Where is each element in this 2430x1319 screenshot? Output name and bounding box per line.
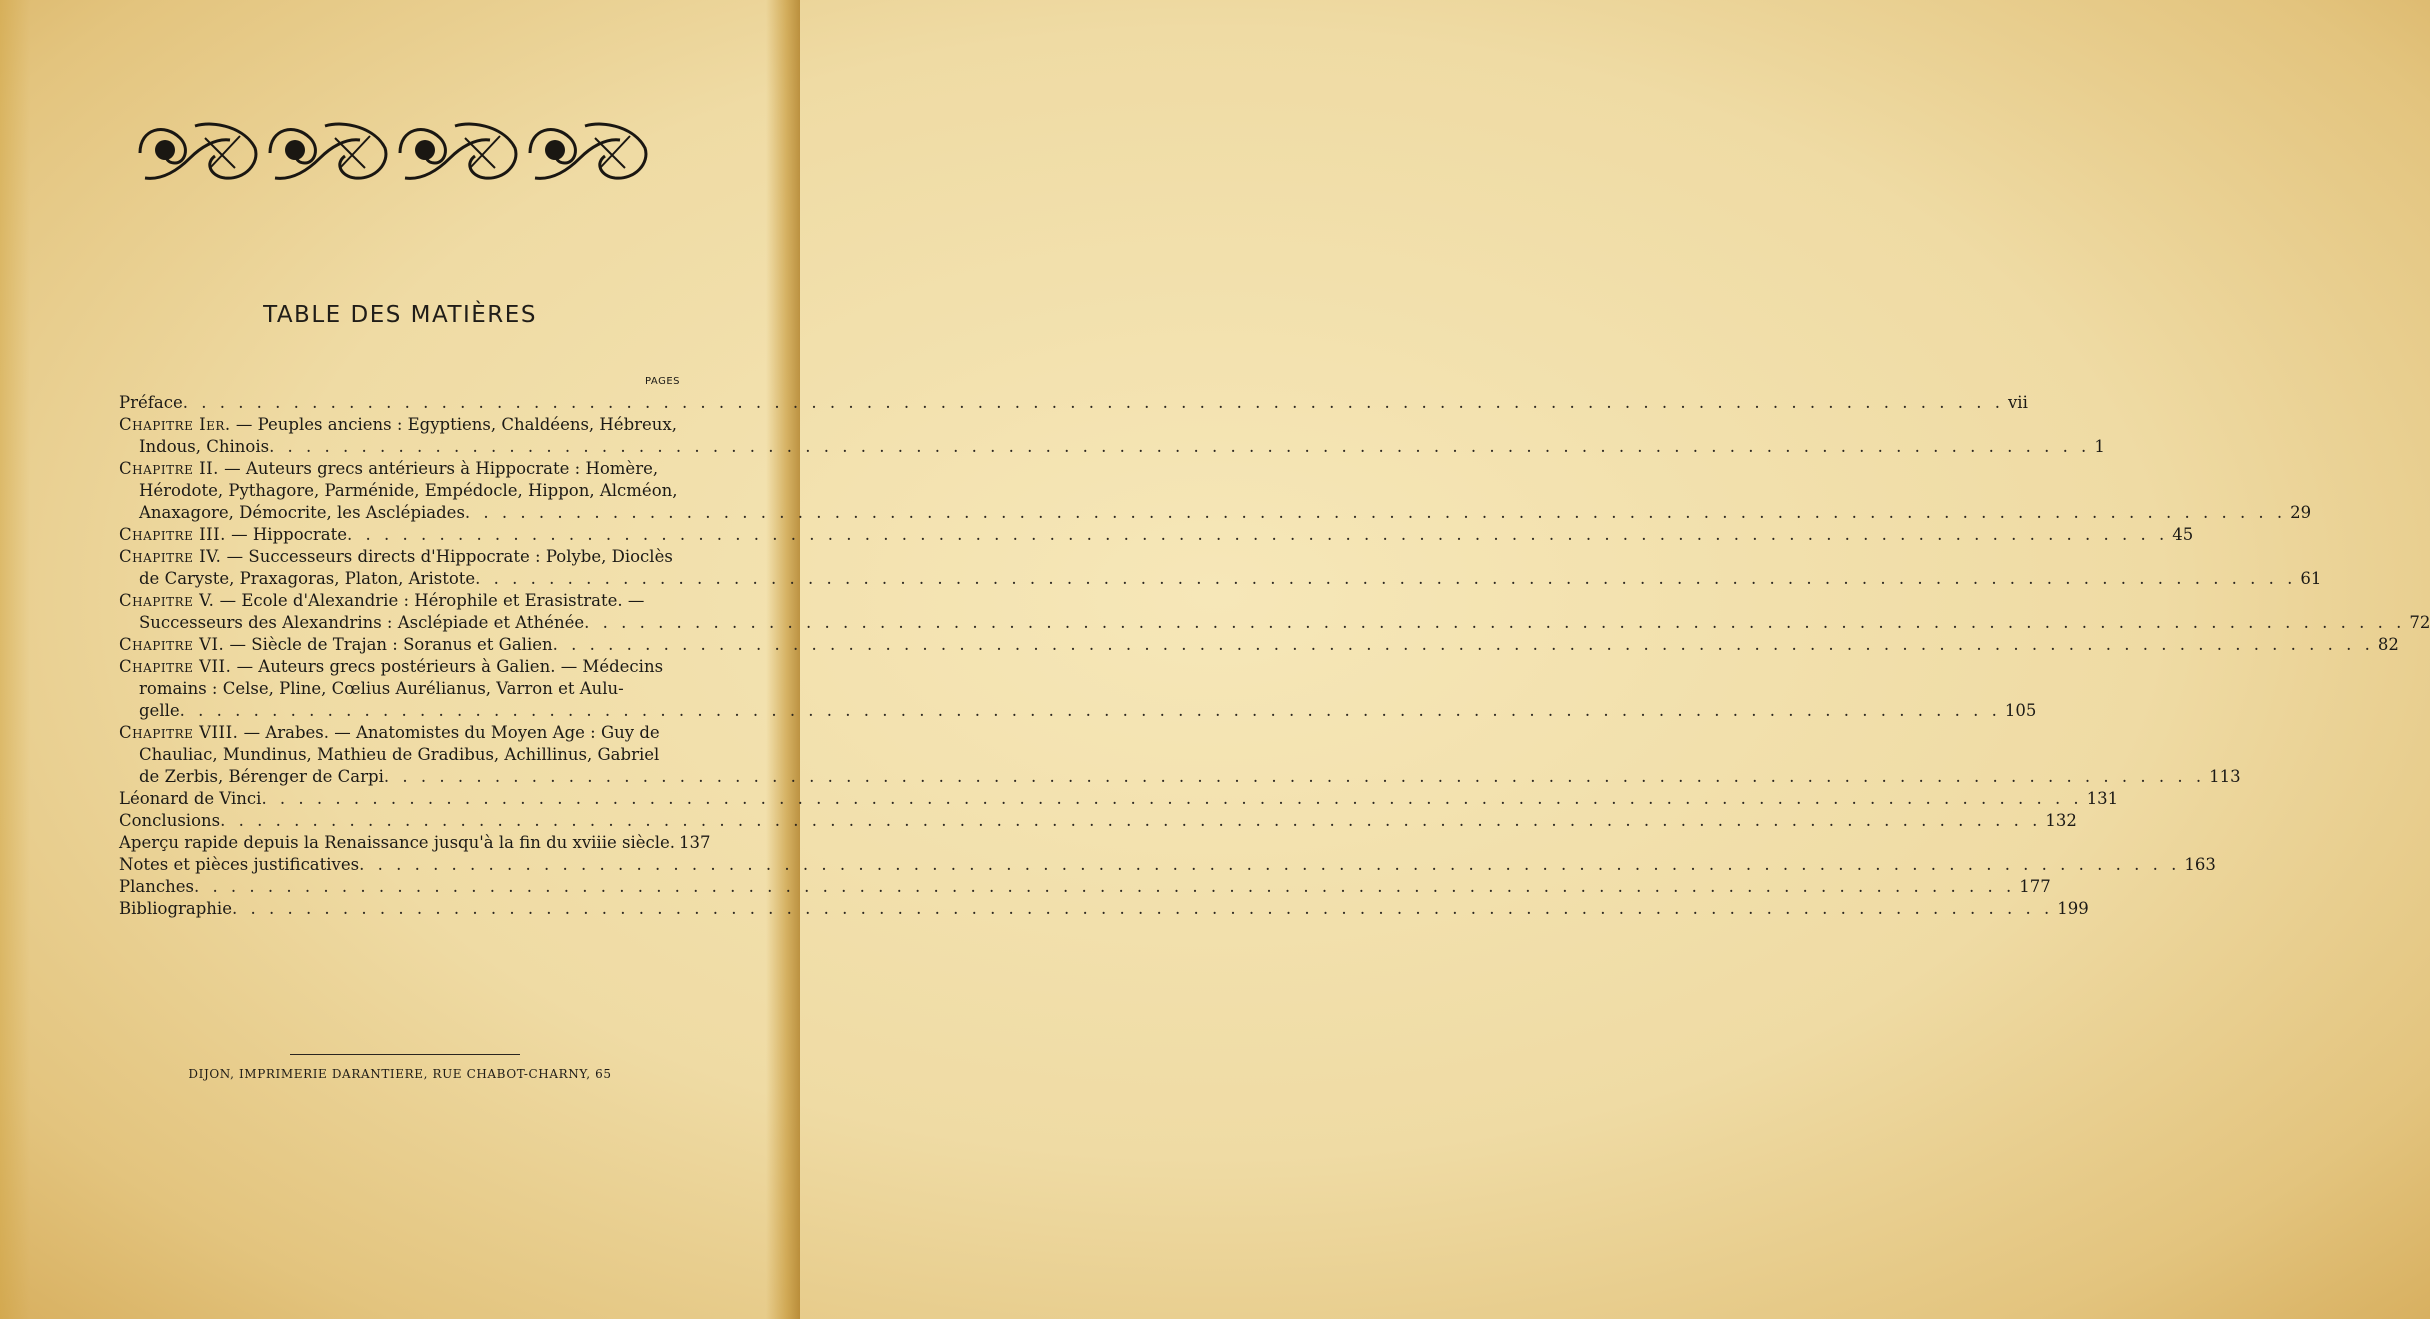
page-number: 163	[2184, 855, 2216, 874]
entry-text: — Successeurs directs d'Hippocrate : Polybe, Dioclès	[226, 547, 673, 566]
entry-text: Anaxagore, Démocrite, les Asclépiades	[139, 503, 465, 522]
page-number: 131	[2086, 789, 2119, 808]
entry-text: Préface	[119, 393, 183, 412]
printer-footer: DIJON, IMPRIMERIE DARANTIERE, RUE CHABOT-CHARNY, 65	[188, 1067, 612, 1081]
toc-entry	[119, 788, 2119, 810]
page-number: 72	[2409, 613, 2430, 632]
toc-entry-last-line	[119, 634, 2399, 656]
toc-entry-last-line	[119, 810, 2077, 832]
toc-entry-line	[119, 590, 679, 612]
dot-leader	[220, 810, 2041, 832]
dot-leader	[359, 854, 2180, 876]
toc-entry	[119, 876, 2051, 898]
toc-entry-last-line	[119, 502, 2312, 524]
entry-text: Bibliographie	[119, 899, 232, 918]
page-edge-left	[0, 0, 30, 1319]
chapter-number: Chapitre III.	[119, 525, 226, 544]
entry-text: de Zerbis, Bérenger de Carpi	[139, 767, 384, 786]
dot-leader	[261, 788, 2082, 810]
page-number: 177	[2019, 877, 2051, 896]
dot-leader	[269, 436, 2090, 458]
toc-entry-last-line	[119, 876, 2051, 898]
page-number: 113	[2209, 767, 2241, 786]
toc-entry-line	[119, 480, 679, 502]
dot-leader	[475, 568, 2296, 590]
entry-text: — Arabes. — Anatomistes du Moyen Age : Guy de	[243, 723, 660, 742]
entry-text: Chauliac, Mundinus, Mathieu de Gradibus, Achillinus, Gabriel	[139, 745, 660, 764]
toc-entry-last-line	[119, 788, 2119, 810]
entry-text: — Auteurs grecs postérieurs à Galien. — Médecins	[236, 657, 664, 676]
page-number: 45	[2172, 525, 2194, 544]
pages-column-label: PAGES	[645, 376, 680, 387]
entry-text: Aperçu rapide depuis la Renaissance jusqu'à la fin du xviiie siècle.	[119, 833, 676, 852]
page-number: 199	[2057, 899, 2089, 918]
toc-entry	[119, 546, 2322, 590]
page-edge-right	[766, 0, 800, 1319]
toc-entry	[119, 898, 2089, 920]
toc-entry	[119, 722, 2241, 788]
toc-entry	[119, 832, 711, 854]
toc-entry-line	[119, 546, 679, 568]
entry-text: de Caryste, Praxagoras, Platon, Aristote	[139, 569, 476, 588]
toc-entry-last-line	[119, 766, 2241, 788]
dot-leader	[232, 898, 2053, 920]
toc-entry-last-line	[119, 612, 2430, 634]
dot-leader	[183, 392, 2004, 414]
page-number: 82	[2377, 635, 2399, 654]
page-number: vii	[2007, 393, 2028, 412]
toc-entry	[119, 524, 2194, 546]
dot-leader	[584, 612, 2405, 634]
entry-text: Notes et pièces justificatives	[119, 855, 360, 874]
chapter-number: Chapitre IV.	[119, 547, 222, 566]
chapter-number: Chapitre VI.	[119, 635, 225, 654]
toc-entry	[119, 392, 2028, 414]
entry-text: Hérodote, Pythagore, Parménide, Empédocle, Hippon, Alcméon,	[139, 481, 678, 500]
toc-entry	[119, 414, 2105, 458]
toc-entry	[119, 656, 2037, 722]
entry-text: Planches	[119, 877, 194, 896]
entry-text: — Siècle de Trajan : Soranus et Galien	[229, 635, 553, 654]
page-number: 61	[2300, 569, 2322, 588]
entry-text: gelle	[139, 701, 180, 720]
toc-entry-last-line	[119, 392, 2028, 414]
table-of-contents	[119, 392, 2430, 920]
entry-text: Successeurs des Alexandrins : Asclépiade et Athénée	[139, 613, 585, 632]
footer-rule	[290, 1054, 520, 1055]
entry-text: — Peuples anciens : Egyptiens, Chaldéens, Hébreux,	[235, 415, 677, 434]
toc-entry	[119, 458, 2312, 524]
dot-leader	[194, 876, 2015, 898]
toc-entry	[119, 634, 2399, 656]
dot-leader	[347, 524, 2168, 546]
chapter-number: Chapitre II.	[119, 459, 219, 478]
entry-text: Léonard de Vinci	[119, 789, 262, 808]
page-number: 137	[679, 833, 711, 852]
page-number: 29	[2290, 503, 2312, 522]
toc-entry	[119, 810, 2077, 832]
toc-entry-last-line	[119, 832, 711, 854]
chapter-number: Chapitre VII.	[119, 657, 232, 676]
page-number: 1	[2094, 437, 2105, 456]
chapter-number: Chapitre Ier.	[119, 415, 231, 434]
toc-entry-last-line	[119, 436, 2105, 458]
toc-entry-line	[119, 678, 679, 700]
page-number: 132	[2045, 811, 2077, 830]
entry-text: Conclusions	[119, 811, 221, 830]
toc-entry-line	[119, 414, 679, 436]
ornament-unit	[140, 124, 256, 178]
dot-leader	[553, 634, 2374, 656]
toc-entry	[119, 590, 2430, 634]
entry-text: — Hippocrate	[231, 525, 348, 544]
entry-text: — Auteurs grecs antérieurs à Hippocrate : Homère,	[224, 459, 659, 478]
toc-entry-last-line	[119, 568, 2322, 590]
entry-text: Indous, Chinois	[139, 437, 270, 456]
toc-entry-line	[119, 458, 679, 480]
page-number: 105	[2004, 701, 2037, 720]
toc-entry-line	[119, 744, 679, 766]
dot-leader	[180, 700, 2001, 722]
toc-entry-line	[119, 722, 679, 744]
entry-text: — Ecole d'Alexandrie : Hérophile et Erasistrate. —	[219, 591, 645, 610]
toc-entry-last-line	[119, 524, 2194, 546]
dot-leader	[465, 502, 2286, 524]
page-title: TABLE DES MATIÈRES	[263, 302, 537, 328]
toc-entry-last-line	[119, 898, 2089, 920]
dot-leader	[384, 766, 2205, 788]
chapter-number: Chapitre VIII.	[119, 723, 239, 742]
decorative-ornament-band	[135, 118, 655, 188]
toc-entry-last-line	[119, 854, 2216, 876]
toc-entry	[119, 854, 2216, 876]
chapter-number: Chapitre V.	[119, 591, 215, 610]
toc-entry-line	[119, 656, 679, 678]
entry-text: romains : Celse, Pline, Cœlius Aurélianus, Varron et Aulu-	[139, 679, 624, 698]
toc-entry-last-line	[119, 700, 2037, 722]
